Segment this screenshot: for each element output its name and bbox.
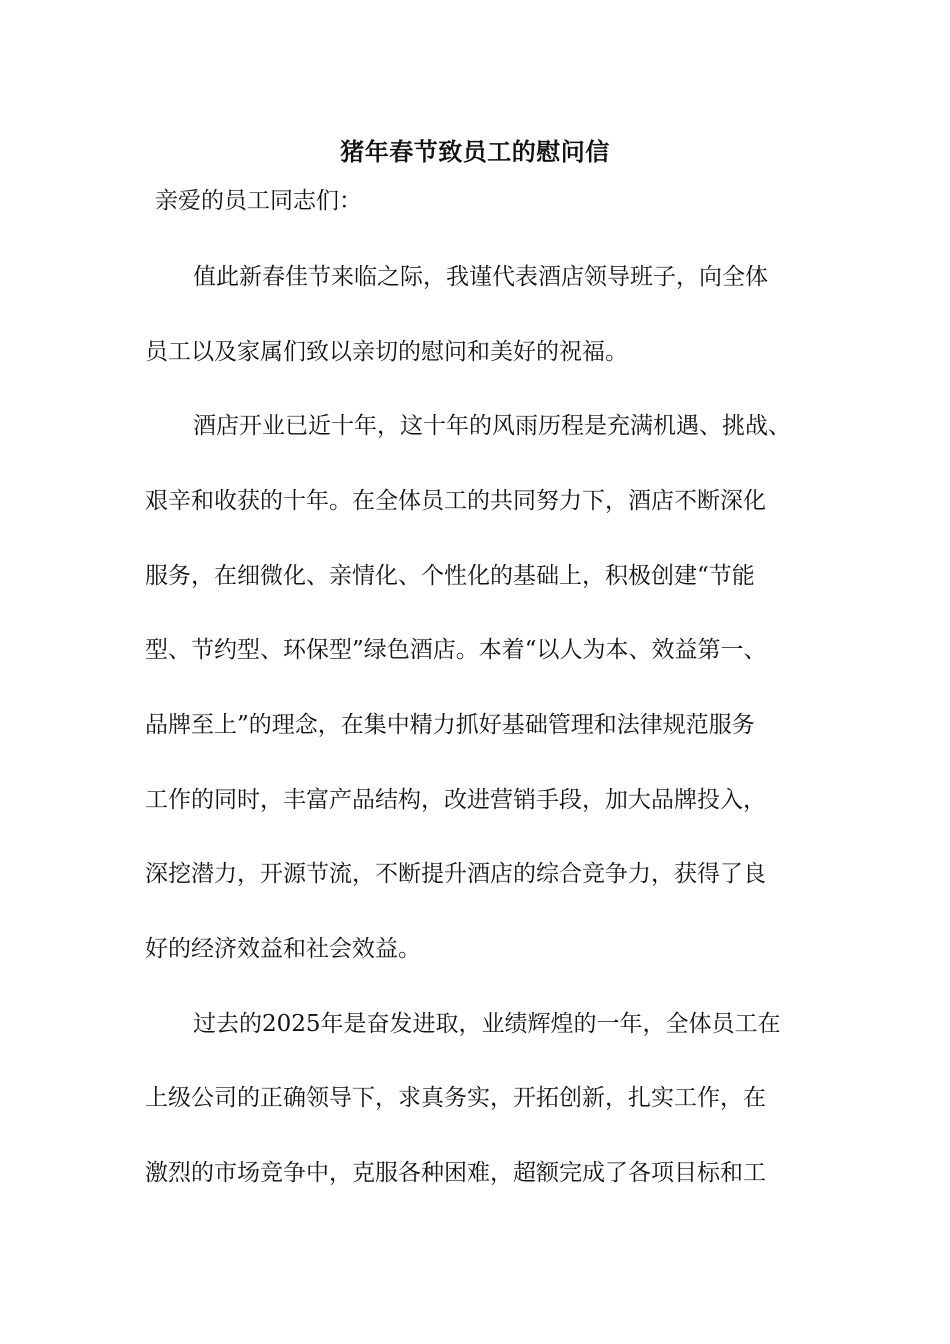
paragraph-2-line-1: 酒店开业已近十年，这十年的风雨历程是充满机遇、挑战、 xyxy=(193,413,791,439)
paragraph-1-line-2: 员工以及家属们致以亲切的慰问和美好的祝福。 xyxy=(145,339,628,365)
letter-title: 猪年春节致员工的慰问信 xyxy=(340,137,610,166)
paragraph-2-line-7: 深挖潜力，开源节流，不断提升酒店的综合竞争力，获得了良 xyxy=(145,861,766,887)
paragraph-1-line-1: 值此新春佳节来临之际，我谨代表酒店领导班子，向全体 xyxy=(193,264,768,290)
paragraph-2-line-4: 型、节约型、环保型”绿色酒店。本着“以人为本、效益第一、 xyxy=(145,637,767,663)
paragraph-3-line-2: 上级公司的正确领导下，求真务实，开拓创新，扎实工作，在 xyxy=(145,1085,766,1111)
paragraph-3-line-1: 过去的2025年是奋发进取，业绩辉煌的一年，全体员工在 xyxy=(193,1011,781,1037)
paragraph-2-line-2: 艰辛和收获的十年。在全体员工的共同努力下，酒店不断深化 xyxy=(145,488,766,514)
letter-salutation: 亲爱的员工同志们： xyxy=(155,188,362,214)
paragraph-2-line-3: 服务，在细微化、亲情化、个性化的基础上，积极创建“节能 xyxy=(145,563,755,589)
paragraph-2-line-8: 好的经济效益和社会效益。 xyxy=(145,936,421,962)
paragraph-2-line-5: 品牌至上”的理念，在集中精力抓好基础管理和法律规范服务 xyxy=(145,712,755,738)
paragraph-3-line-3: 激烈的市场竞争中，克服各种困难，超额完成了各项目标和工 xyxy=(145,1160,766,1186)
paragraph-2-line-6: 工作的同时，丰富产品结构，改进营销手段，加大品牌投入， xyxy=(145,787,766,813)
